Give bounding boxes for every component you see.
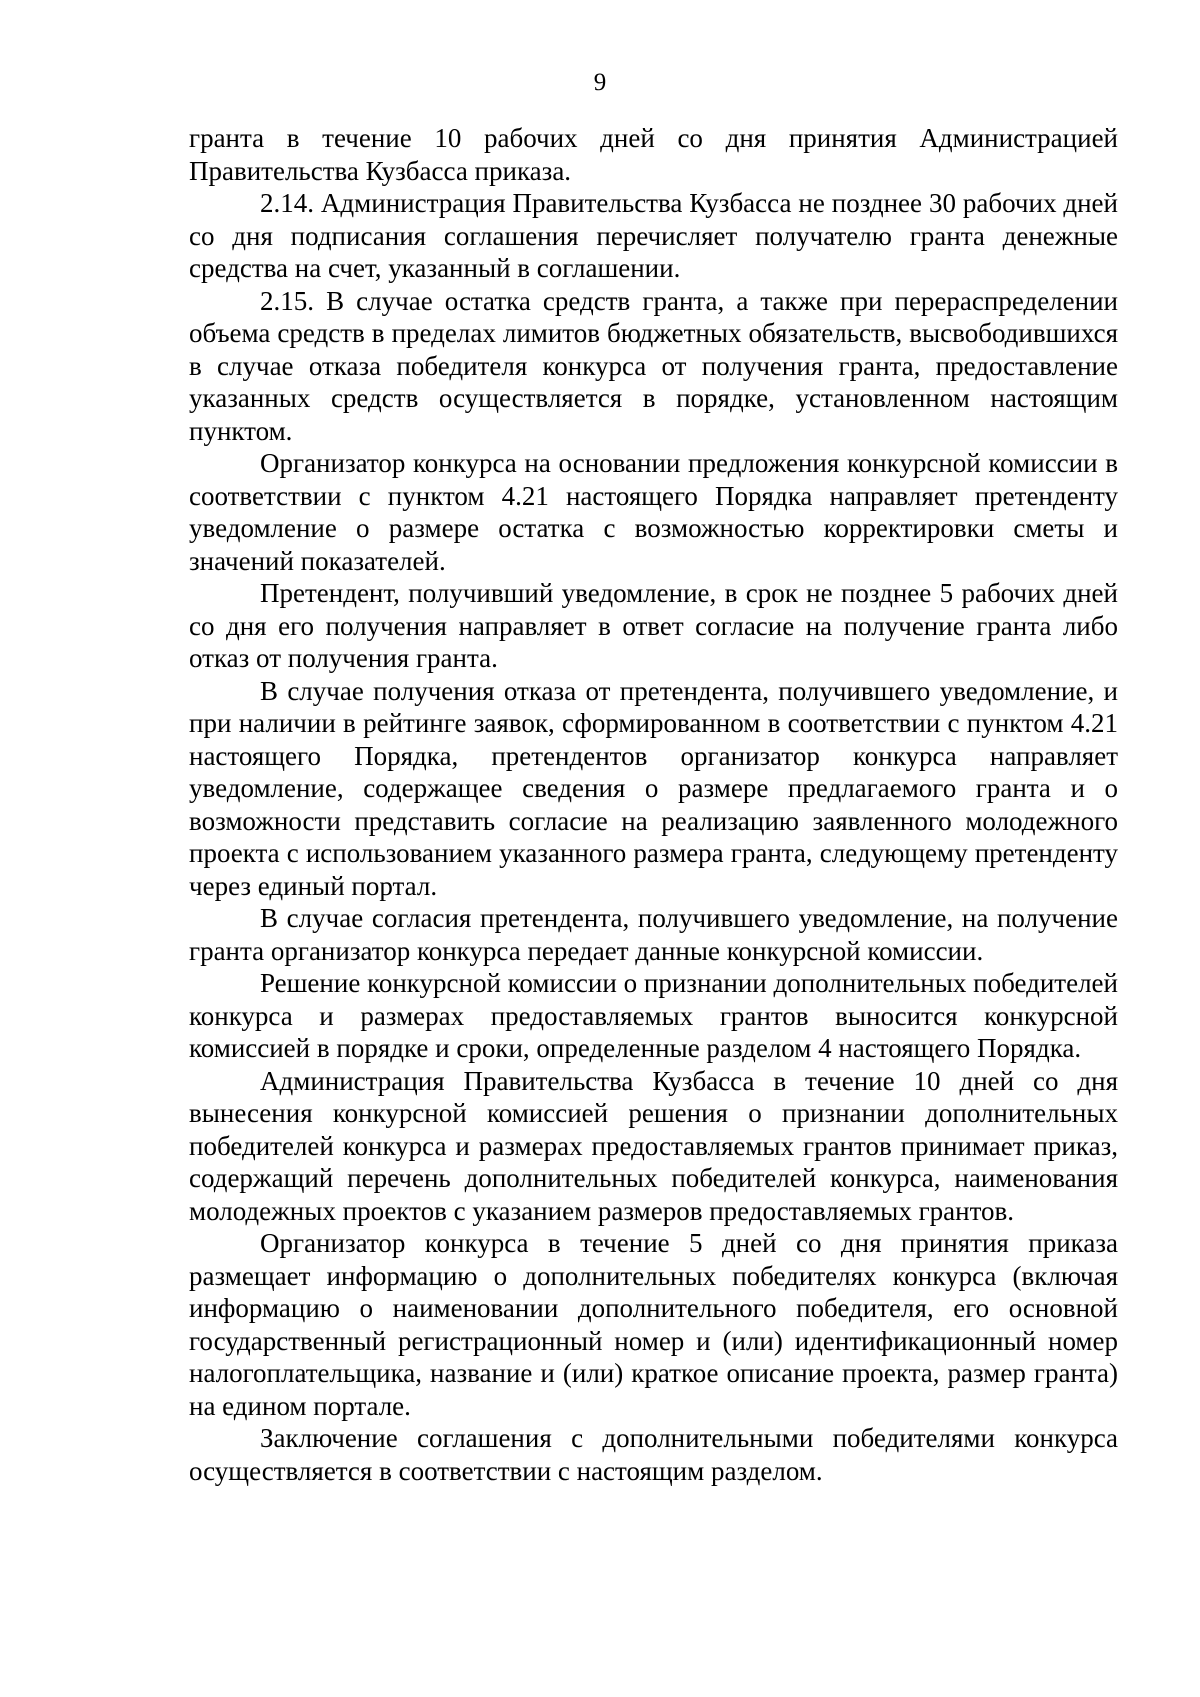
paragraph-refusal-case: В случае получения отказа от претендента, получившего уведомление, и при наличии в рейтинге заявок, сформированном в соответствии с пунктом 4.21 настоящего Порядка, претендентов организатор конкурса направляет уведомление, содержащее сведения о размере предлагаемого гранта и о возможности представить согласие на реализацию заявленного молодежного проекта с использованием указанного размера гранта, следующему претенденту через единый портал. — [189, 675, 1118, 901]
paragraph-commission-decision: Решение конкурсной комиссии о признании дополнительных победителей конкурса и размерах предоставляемых грантов выносится конкурсной комиссией в порядке и сроки, определенные разделом 4 настоящего Порядка. — [189, 968, 1118, 1063]
paragraph-organizer-notice: Организатор конкурса на основании предложения конкурсной комиссии в соответствии с пунктом 4.21 настоящего Порядка направляет претенденту уведомление о размере остатка с возможностью корректировки сметы и значений показателей. — [189, 448, 1118, 576]
document-body — [189, 122, 1118, 1487]
page-number: 9 — [593, 69, 607, 96]
paragraph-consent-case: В случае согласия претендента, получившего уведомление, на получение гранта организатор конкурса передает данные конкурсной комиссии. — [189, 903, 1118, 966]
paragraph-administration-order: Администрация Правительства Кузбасса в течение 10 дней со дня вынесения конкурсной комиссией решения о признании дополнительных победителей конкурса и размерах предоставляемых грантов принимает приказ, содержащий перечень дополнительных победителей конкурса, наименования молодежных проектов с указанием размеров предоставляемых грантов. — [189, 1065, 1118, 1226]
paragraph-agreement: Заключение соглашения с дополнительными победителями конкурса осуществляется в соответствии с настоящим разделом. — [189, 1423, 1118, 1486]
paragraph-applicant-response: Претендент, получивший уведомление, в срок не позднее 5 рабочих дней со дня его получения направляет в ответ согласие на получение гранта либо отказ от получения гранта. — [189, 578, 1118, 673]
paragraph-continuation: гранта в течение 10 рабочих дней со дня принятия Администрацией Правительства Кузбасса приказа. — [189, 123, 1118, 186]
paragraph-2-14: 2.14. Администрация Правительства Кузбасса не позднее 30 рабочих дней со дня подписания соглашения перечисляет получателю гранта денежные средства на счет, указанный в соглашении. — [189, 188, 1118, 283]
paragraph-publication: Организатор конкурса в течение 5 дней со дня принятия приказа размещает информацию о дополнительных победителях конкурса (включая информацию о наименовании дополнительного победителя, его основной государственный регистрационный номер и (или) идентификационный номер налогоплательщика, название и (или) краткое описание проекта, размер гранта) на едином портале. — [189, 1228, 1118, 1421]
paragraph-2-15: 2.15. В случае остатка средств гранта, а также при перераспределении объема средств в пределах лимитов бюджетных обязательств, высвободившихся в случае отказа победителя конкурса от получения гранта, предоставление указанных средств осуществляется в порядке, установленном настоящим пунктом. — [189, 285, 1118, 446]
